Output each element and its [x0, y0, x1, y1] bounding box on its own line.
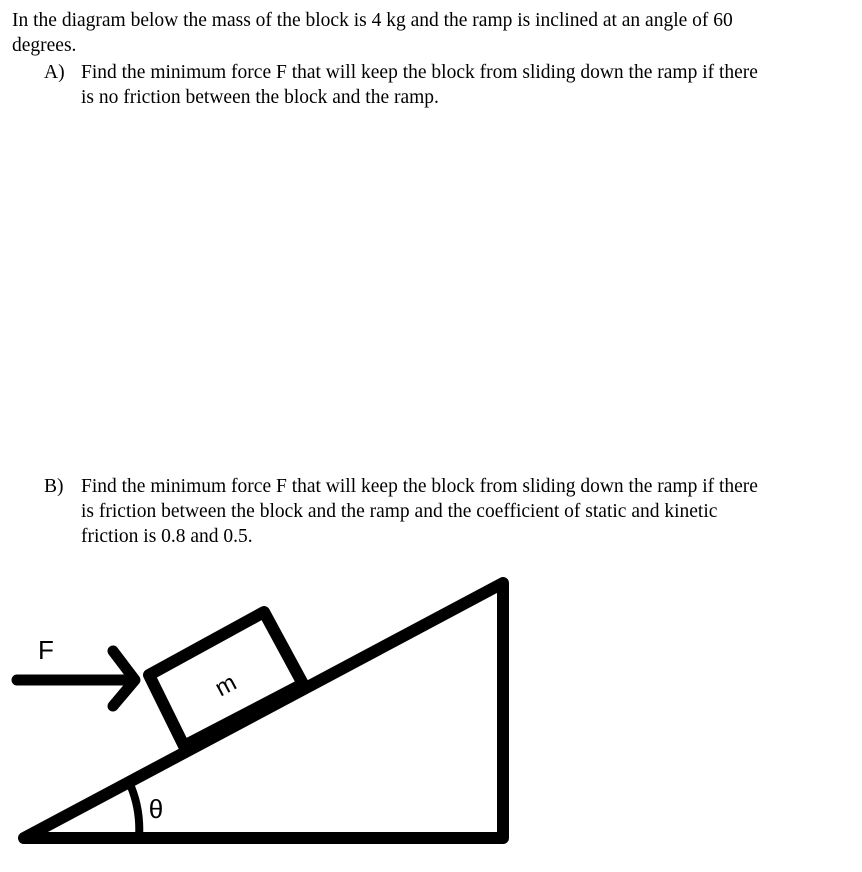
problem-statement: In the diagram below the mass of the block is 4 kg and the ramp is inclined at an angle of 60 degrees. [12, 10, 733, 56]
force-label: F [38, 635, 54, 665]
question-a-label: A) [44, 62, 65, 83]
angle-label: θ [148, 794, 164, 824]
question-a [44, 60, 764, 110]
incline-diagram [0, 560, 862, 872]
question-b-label: B) [44, 476, 64, 497]
question-b [44, 474, 764, 549]
question-b-text: Find the minimum force F that will keep the block from sliding down the ramp if there is friction between the block and the ramp and the coefficient of static and kinetic friction is 0.8 and 0.5. [81, 476, 758, 547]
angle-arc [129, 782, 139, 838]
mass-label: m [210, 668, 241, 703]
question-a-text: Find the minimum force F that will keep the block from sliding down the ramp if there is no friction between the block and the ramp. [81, 62, 758, 108]
